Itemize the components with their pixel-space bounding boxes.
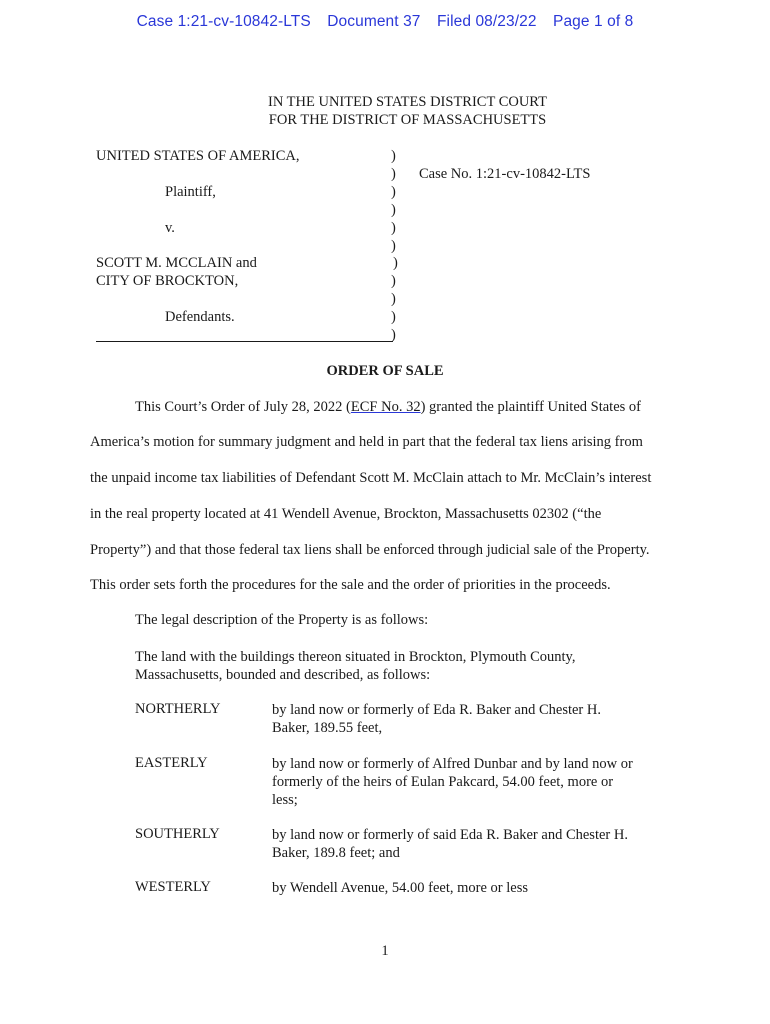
caption-paren: ) <box>391 238 396 254</box>
legal-intro-line1: The land with the buildings thereon situated in Brockton, Plymouth County, <box>135 649 576 665</box>
page-count-header: Page 1 of 8 <box>553 13 634 30</box>
body-text: This Court’s Order of July 28, 2022 ( <box>135 399 351 415</box>
defendant-name-line1: SCOTT M. MCCLAIN and <box>96 255 257 271</box>
body-line-4: in the real property located at 41 Wendell Avenue, Brockton, Massachusetts 02302 (“the <box>90 506 602 522</box>
bound-direction: WESTERLY <box>135 879 211 895</box>
document-number-header: Document 37 <box>327 13 421 30</box>
court-name-line2: FOR THE DISTRICT OF MASSACHUSETTS <box>268 112 547 128</box>
defendant-role: Defendants. <box>165 309 235 325</box>
defendant-name-line2: CITY OF BROCKTON, <box>96 273 239 289</box>
body-line-6: This order sets forth the procedures for the sale and the order of priorities in the proceeds. <box>90 577 611 593</box>
case-number-header: Case 1:21-cv-10842-LTS <box>136 13 311 30</box>
page-number: 1 <box>381 943 389 959</box>
document-title: ORDER OF SALE <box>326 363 444 379</box>
plaintiff-role: Plaintiff, <box>165 184 216 200</box>
body-line-7: The legal description of the Property is as follows: <box>135 612 429 628</box>
versus-label: v. <box>165 220 175 236</box>
filed-date-header: Filed 08/23/22 <box>436 13 537 30</box>
body-line-1 <box>135 399 641 416</box>
caption-paren: ) <box>391 184 396 200</box>
caption-paren: ) <box>391 291 396 307</box>
caption-rule <box>96 341 393 342</box>
body-text: ) granted the plaintiff United States of <box>420 399 641 415</box>
ecf-header <box>0 13 770 31</box>
bound-direction: SOUTHERLY <box>135 826 220 842</box>
bound-description: by Wendell Avenue, 54.00 feet, more or less <box>272 880 529 896</box>
body-line-3: the unpaid income tax liabilities of Defendant Scott M. McClain attach to Mr. McClain’s interest <box>90 470 652 486</box>
caption-paren: ) <box>391 148 396 164</box>
bound-description: by land now or formerly of Alfred Dunbar and by land now or formerly of the heirs of Eulan Pakcard, 54.00 feet, more or less; <box>272 756 633 808</box>
bound-description: by land now or formerly of said Eda R. Baker and Chester H. Baker, 189.8 feet; and <box>272 827 628 861</box>
bound-direction: EASTERLY <box>135 755 208 771</box>
caption-paren: ) <box>391 327 396 343</box>
plaintiff-name: UNITED STATES OF AMERICA, <box>96 148 300 164</box>
caption-paren: ) <box>391 273 396 289</box>
court-name-line1: IN THE UNITED STATES DISTRICT COURT <box>268 94 547 110</box>
legal-intro-line2: Massachusetts, bounded and described, as follows: <box>135 667 431 683</box>
caption-paren: ) <box>391 166 396 182</box>
caption-paren: ) <box>391 202 396 218</box>
body-line-2: America’s motion for summary judgment and held in part that the federal tax liens arising from <box>90 434 643 450</box>
case-number: Case No. 1:21-cv-10842-LTS <box>419 166 591 182</box>
caption-paren: ) <box>391 309 396 325</box>
caption-paren: ) <box>391 220 396 236</box>
caption-paren: ) <box>393 255 398 271</box>
body-line-5: Property”) and that those federal tax liens shall be enforced through judicial sale of the Property. <box>90 542 650 558</box>
bound-description: by land now or formerly of Eda R. Baker and Chester H. Baker, 189.55 feet, <box>272 702 601 736</box>
bound-direction: NORTHERLY <box>135 701 221 717</box>
ecf-link[interactable]: ECF No. 32 <box>350 399 421 415</box>
